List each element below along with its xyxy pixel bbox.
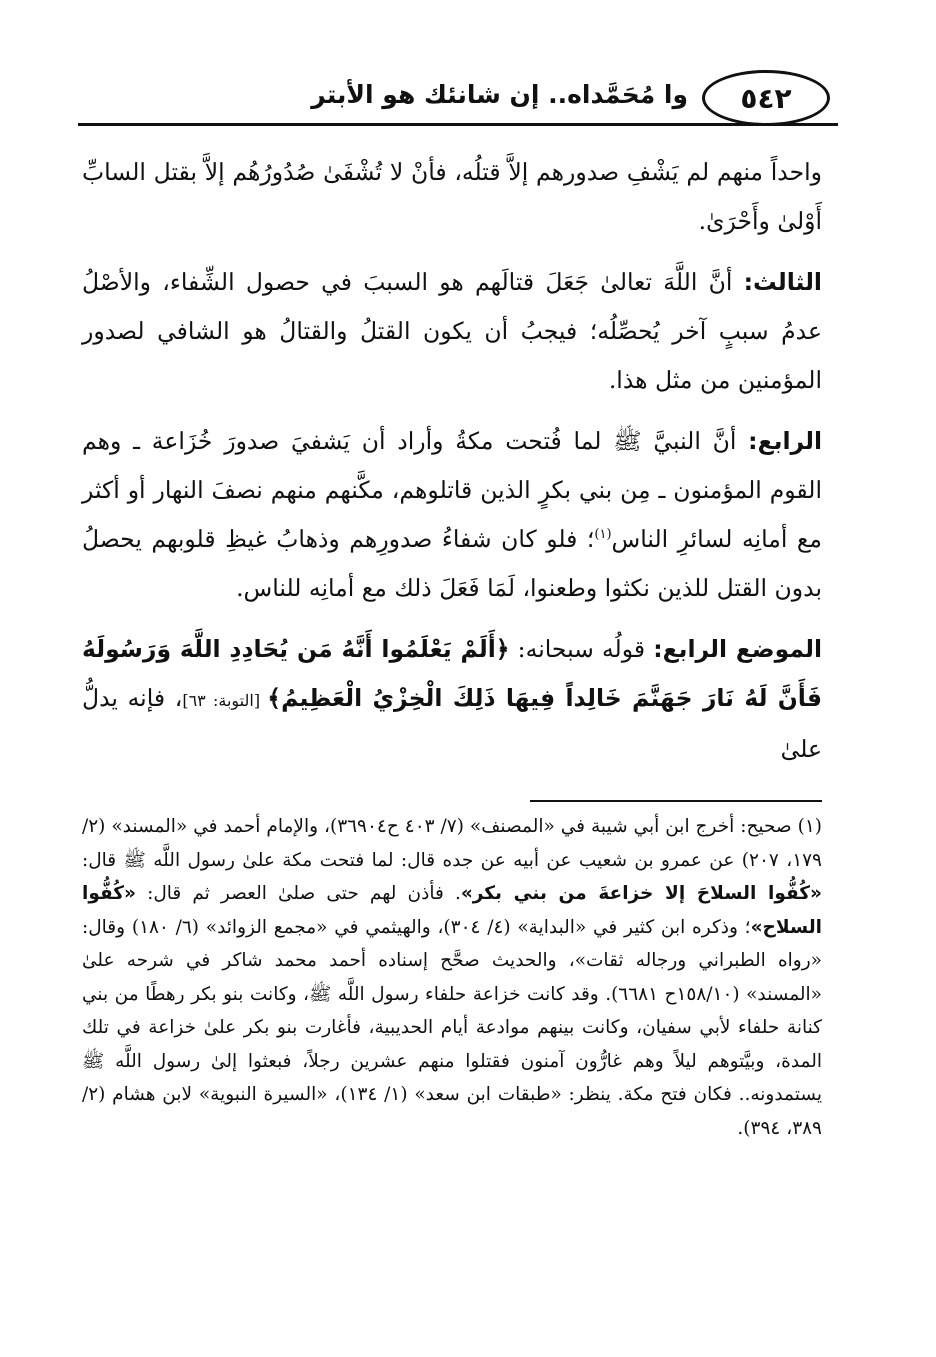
paragraph-4-tail: ، فإنه يدلُّ علىٰ bbox=[82, 684, 822, 763]
footnote-text-1: (١) صحيح: أخرج ابن أبي شيبة في «المصنف» (٧/ ٤٠٣ ح٣٦٩٠٤)، والإمام أحمد في «المسند» (٢/ ١٧٩، ٢٠٧) عن عمرو بن شعيب عن أبيه عن جده قال: لما فتحت مكة علىٰ رسول اللَّه ﷺ قال: bbox=[82, 816, 822, 871]
hadith-quote-1: «كُفُّوا السلاحَ إلا خزاعةَ من بني بكر» bbox=[460, 883, 822, 904]
page-header bbox=[78, 66, 838, 126]
paragraph-4 bbox=[82, 625, 822, 774]
paragraph-2 bbox=[82, 258, 822, 405]
paragraph-3 bbox=[82, 417, 822, 613]
main-text bbox=[82, 148, 822, 774]
footnote-separator bbox=[530, 800, 822, 802]
point-heading-third: الثالث: bbox=[743, 268, 822, 296]
running-title: وا مُحَمَّداه.. إن شانئك هو الأبتر bbox=[311, 80, 688, 109]
section-heading-fourth-place: الموضع الرابع: bbox=[653, 635, 822, 663]
paragraph-3-text-a: أنَّ النبيَّ ﷺ لما فُتحت مكةُ وأراد أن يَشفيَ صدورَ خُزَاعة ـ وهم القوم المؤمنون ـ مِن بني بكرٍ الذين قاتلوهم، مكَّنهم منهم نصفَ النهار أو أكثر مع أمانِه لسائرِ الناس bbox=[82, 427, 823, 553]
footnote bbox=[82, 810, 822, 1145]
paragraph-3-text-b: ؛ فلو كان شفاءُ صدورِهم وذهابُ غيظِ قلوبهم يحصلُ بدون القتل للذين نكثوا وطعنوا، لَمَا فَعَلَ ذلك مع أمانِه للناس. bbox=[82, 525, 822, 602]
footnote-marker[interactable]: (١) bbox=[594, 527, 612, 543]
paragraph-4-intro: قولُه سبحانه: bbox=[509, 635, 654, 663]
hadith-quote-2: «كُفُّوا السلاح» bbox=[82, 883, 823, 938]
verse-reference: [التوبة: ٦٣] bbox=[182, 691, 268, 710]
footnote-text-2: . فأذن لهم حتى صلىٰ العصر ثم قال: bbox=[135, 883, 461, 904]
paragraph-1: واحداً منهم لم يَشْفِ صدورهم إلاَّ قتلُه، فأنْ لا تُشْفَىٰ صُدُورُهُم إلاَّ بقتل السابِّ أَوْلىٰ وأَحْرَىٰ. bbox=[82, 158, 822, 235]
paragraph-2-text: أنَّ اللَّهَ تعالىٰ جَعَلَ قتالَهم هو السببَ في حصول الشِّفاء، والأصْلُ عدمُ سببٍ آخر يُحصِّلُه؛ فيجبُ أن يكون القتلُ والقتالُ هو الشافي لصدور المؤمنين من مثل هذا. bbox=[82, 268, 822, 394]
footnote-text-3: ؛ وذكره ابن كثير في «البداية» (٤/ ٣٠٤)، والهيثمي في «مجمع الزوائد» (٦/ ١٨٠) وقال: «رواه الطبراني ورجاله ثقات»، والحديث صحَّح إسناده أحمد محمد شاكر في شرحه علىٰ «المسند» (١٥٨/١٠ح ٦٦٨١). وقد كانت خزاعة حلفاء رسول اللَّه ﷺ، وكانت بنو بكر رهطًا من بني كنانة حلفاء لأبي سفيان، وكانت بينهم موادعة أيام الحديبية، فأغارت بنو بكر علىٰ خزاعة في تلك المدة، وبيَّتوهم ليلاً وهم غارُّون آمنون فقتلوا منهم عشرين رجلاً، فبعثوا إلىٰ رسول اللَّه ﷺ يستمدونه.. فكان فتح مكة. ينظر: «طبقات ابن سعد» (١/ ١٣٤)، «السيرة النبوية» لابن هشام (٢/ ٣٨٩، ٣٩٤). bbox=[82, 916, 822, 1139]
page-number: ٥٤٢ bbox=[702, 70, 830, 126]
point-heading-fourth: الرابع: bbox=[748, 427, 822, 455]
footnote-text bbox=[82, 810, 822, 1145]
header-rule bbox=[78, 123, 838, 126]
quran-verse: ﴿أَلَمْ يَعْلَمُوا أَنَّهُ مَن يُحَادِدِ اللَّهَ وَرَسُولَهُ فَأَنَّ لَهُ نَارَ جَهَنَّمَ خَالِداً فِيهَا ذَلِكَ الْخِزْيُ الْعَظِيمُ﴾ bbox=[82, 635, 823, 712]
